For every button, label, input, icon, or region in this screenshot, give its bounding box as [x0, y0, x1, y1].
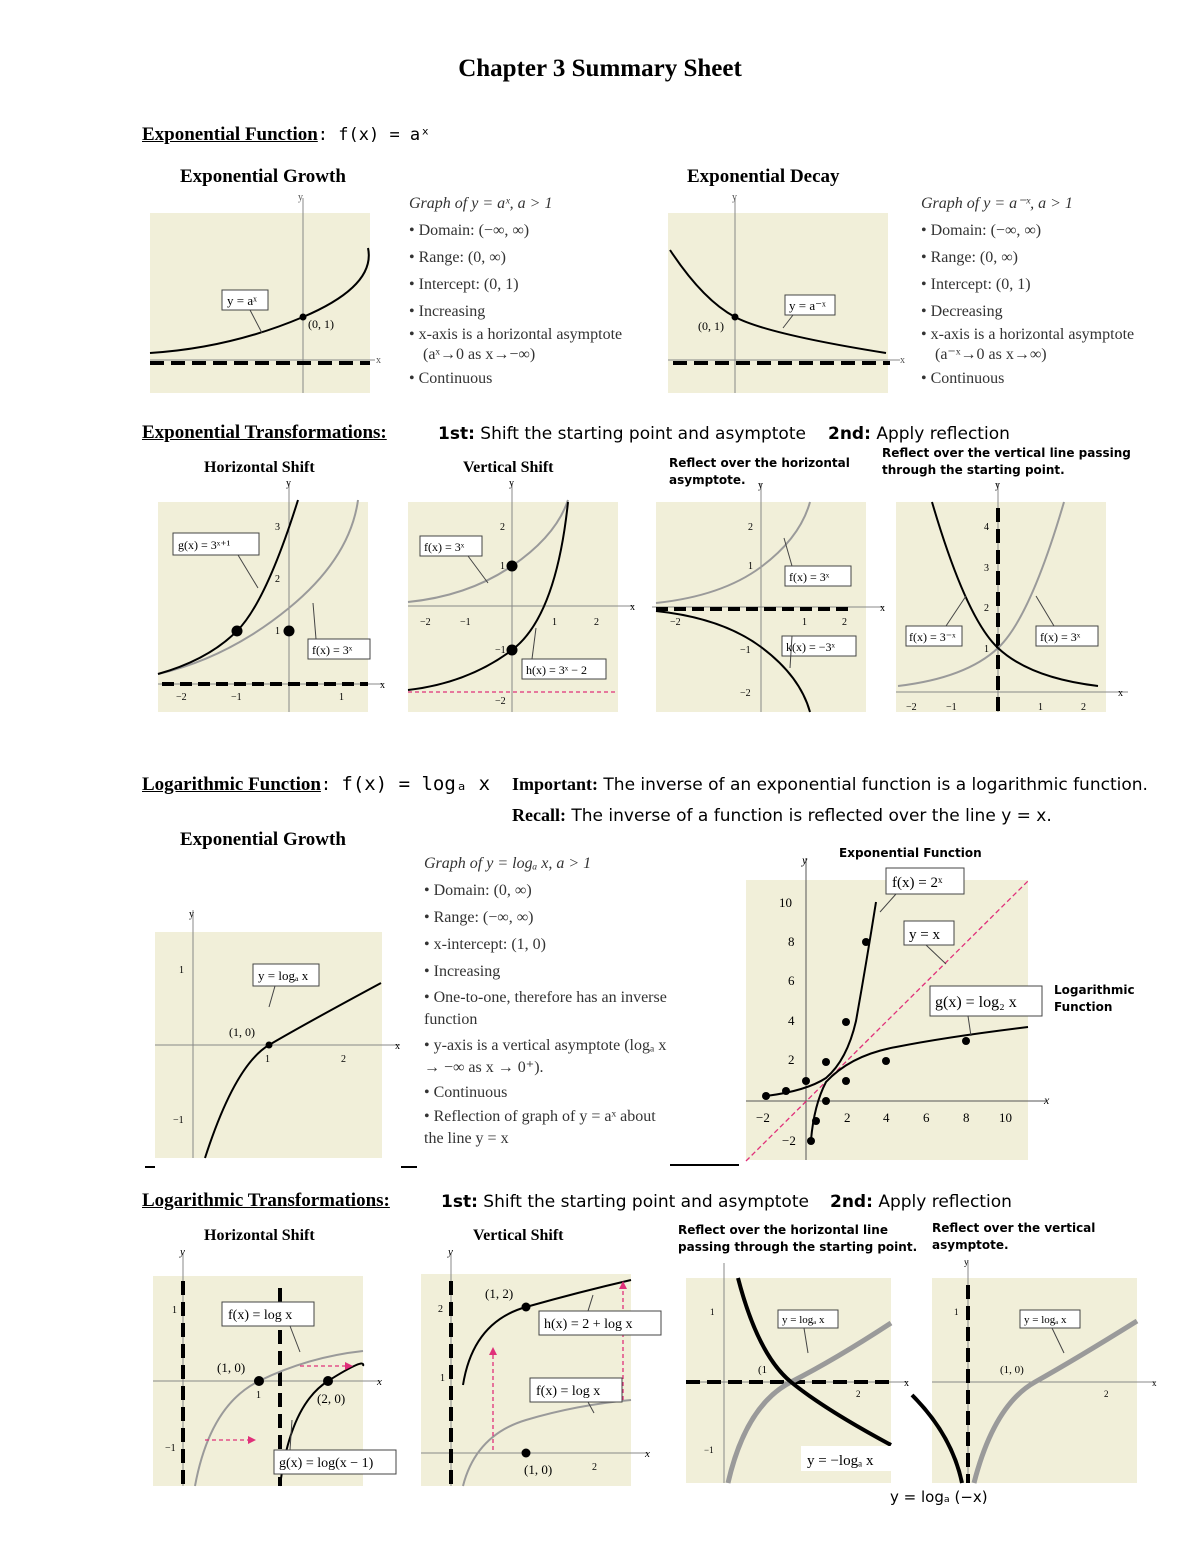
- property: • Intercept: (0, 1): [921, 271, 1191, 298]
- svg-text:2: 2: [748, 522, 753, 533]
- exp-decay-heading: Exponential Decay: [687, 166, 840, 187]
- page-title: Chapter 3 Summary Sheet: [458, 55, 742, 82]
- svg-text:1: 1: [179, 965, 184, 976]
- svg-text:2: 2: [1081, 702, 1086, 713]
- svg-text:2: 2: [592, 1462, 597, 1473]
- exp-function-heading: Exponential Function: [142, 124, 318, 145]
- svg-text:x: x: [395, 1041, 400, 1052]
- log-point-label: (1, 0): [229, 1025, 255, 1039]
- neg-x-log-label: y = logₐ (−x): [890, 1488, 988, 1506]
- svg-text:6: 6: [923, 1110, 930, 1125]
- exp-decay-properties: [921, 190, 1191, 392]
- svg-text:−1: −1: [231, 692, 242, 703]
- svg-text:3: 3: [275, 522, 280, 533]
- svg-text:4: 4: [984, 522, 989, 533]
- exp-transformations-heading: Exponential Transformations:: [142, 422, 387, 443]
- property: • Domain: (−∞, ∞): [921, 217, 1191, 244]
- svg-text:(1: (1: [758, 1364, 768, 1376]
- f-label: f(x) = 3ˣ: [312, 643, 353, 657]
- exp-growth-heading: Exponential Growth: [180, 166, 346, 187]
- f-label: f(x) = 3ˣ: [1040, 630, 1081, 644]
- svg-text:2: 2: [844, 1110, 851, 1125]
- exp-hshift-graph: [158, 478, 390, 713]
- svg-text:2: 2: [842, 617, 847, 628]
- g-label: g(x) = log(x − 1): [279, 1456, 374, 1471]
- h-label: h(x) = 2 + log x: [544, 1317, 633, 1332]
- svg-text:y: y: [802, 853, 808, 867]
- svg-text:1: 1: [984, 644, 989, 655]
- property: • x-axis is a horizontal asymptote: [921, 325, 1191, 345]
- point-label: (2, 0): [317, 1391, 346, 1406]
- svg-text:x: x: [377, 1376, 382, 1388]
- exp-transformations-row: [142, 422, 387, 444]
- svg-text:1: 1: [339, 692, 344, 703]
- svg-text:−2: −2: [906, 702, 917, 713]
- property: • Intercept: (0, 1): [409, 271, 669, 298]
- exp-growth-caption: Graph of y = aˣ, a > 1: [409, 195, 553, 212]
- svg-text:2: 2: [500, 522, 505, 533]
- exp-hreflect-heading: Reflect over the horizontal asymptote.: [669, 456, 850, 487]
- log-trans-step1: [441, 1192, 809, 1212]
- log-vshift-heading: Vertical Shift: [473, 1227, 564, 1244]
- svg-text:1: 1: [1038, 702, 1043, 713]
- log-vreflect-graph: [902, 1255, 1162, 1485]
- log-transformations-heading: Logarithmic Transformations:: [142, 1190, 390, 1211]
- exp-function-note: Exponential Function: [839, 846, 982, 860]
- svg-text:x: x: [376, 355, 381, 366]
- exp-hreflect-graph: [652, 478, 892, 713]
- svg-text:2: 2: [788, 1052, 795, 1067]
- exp-vreflect-heading: Reflect over the vertical line passing through the starting point.: [882, 446, 1131, 477]
- note-text: The inverse of an exponential function is a logarithmic function.: [603, 775, 1148, 795]
- asymptote-note: (aˣ→0 as x→−∞): [423, 346, 536, 363]
- svg-text:1: 1: [748, 561, 753, 572]
- svg-text:4: 4: [788, 1013, 795, 1028]
- point-label: (1, 0): [524, 1462, 553, 1477]
- svg-text:−2: −2: [756, 1110, 770, 1125]
- log-vreflect-heading: Reflect over the vertical asymptote.: [932, 1221, 1096, 1252]
- log-properties: [424, 850, 669, 1150]
- step-label: 1st:: [438, 424, 475, 444]
- exp-function-heading-row: Exponential Function: f(x) = aˣ: [142, 124, 431, 145]
- svg-text:1: 1: [552, 617, 557, 628]
- f-label: f(x) = 3ˣ: [424, 540, 465, 554]
- g-label: g(x) = log₂ x: [935, 994, 1017, 1011]
- log-function-heading: Logarithmic Function: [142, 774, 321, 795]
- point-label: (1, 0): [1000, 1364, 1024, 1376]
- step-text: Shift the starting point and asymptote: [480, 424, 806, 444]
- svg-text:10: 10: [779, 895, 792, 910]
- svg-text:2: 2: [438, 1304, 443, 1315]
- g-label: g(x) = 3ˣ⁺¹: [178, 538, 231, 552]
- svg-text:y: y: [995, 480, 1000, 491]
- svg-text:2: 2: [856, 1389, 861, 1399]
- svg-text:−1: −1: [165, 1443, 176, 1454]
- log-vshift-graph: [418, 1245, 668, 1490]
- svg-text:4: 4: [883, 1110, 890, 1125]
- step-text: Apply reflection: [876, 424, 1010, 444]
- log-trans-step2: [830, 1192, 1012, 1212]
- exp-growth-properties: [409, 190, 669, 392]
- svg-text:−2: −2: [495, 696, 506, 707]
- svg-text:1: 1: [440, 1373, 445, 1384]
- svg-text:y: y: [298, 192, 303, 203]
- f-label: f(x) = log x: [536, 1384, 601, 1399]
- log-curve-label: y = logₐ x: [258, 968, 309, 983]
- property: • y-axis is a vertical asymptote (logₐ x → −∞ as x → 0⁺).: [424, 1031, 669, 1079]
- exp-trans-step2: [828, 424, 1010, 444]
- exp-decay-point-label: (0, 1): [698, 319, 724, 333]
- property: • Range: (0, ∞): [921, 244, 1191, 271]
- exp-vshift-heading: Vertical Shift: [463, 459, 554, 476]
- exp-function-formula: f(x) = aˣ: [338, 125, 431, 145]
- svg-text:x: x: [630, 602, 635, 613]
- svg-text:x: x: [880, 603, 885, 614]
- svg-text:2: 2: [1104, 1389, 1109, 1399]
- svg-text:−1: −1: [946, 702, 957, 713]
- step-label: 1st:: [441, 1192, 478, 1212]
- svg-text:−2: −2: [782, 1133, 796, 1148]
- exp-growth-curve-label: y = aˣ: [227, 293, 257, 308]
- svg-text:y: y: [286, 478, 291, 489]
- svg-text:x: x: [900, 355, 905, 366]
- property: • One-to-one, therefore has an inverse function: [424, 985, 669, 1031]
- f-label: f(x) = 2ˣ: [892, 875, 943, 891]
- inverse-graph: [746, 850, 1056, 1170]
- svg-text:8: 8: [788, 934, 795, 949]
- log-transformations-row: [142, 1190, 390, 1212]
- svg-text:2: 2: [275, 574, 280, 585]
- point-label: (1, 2): [485, 1286, 514, 1301]
- svg-text:y: y: [448, 1246, 453, 1258]
- svg-text:−1: −1: [740, 645, 751, 656]
- svg-text:1: 1: [172, 1305, 177, 1316]
- step-text: Apply reflection: [878, 1192, 1012, 1212]
- svg-text:10: 10: [999, 1110, 1012, 1125]
- note-label: Recall:: [512, 805, 566, 825]
- exp-growth-point-label: (0, 1): [308, 317, 334, 331]
- neg-log-label: y = −logₐ x: [807, 1453, 874, 1469]
- svg-text:2: 2: [341, 1054, 346, 1065]
- log-label: y = logₐ x: [1024, 1314, 1067, 1326]
- property: • Reflection of graph of y = aˣ about the line y = x: [424, 1106, 669, 1150]
- note-text: The inverse of a function is reflected over the line y = x.: [571, 806, 1052, 826]
- svg-text:x: x: [380, 680, 385, 691]
- svg-text:1: 1: [710, 1307, 715, 1317]
- f-neg-label: f(x) = 3⁻ˣ: [909, 630, 956, 644]
- yx-label: y = x: [909, 927, 940, 943]
- asymptote-note: (a⁻ˣ→0 as x→∞): [935, 346, 1047, 363]
- svg-text:−1: −1: [704, 1445, 714, 1455]
- svg-text:1: 1: [500, 561, 505, 572]
- svg-text:8: 8: [963, 1110, 970, 1125]
- svg-text:−2: −2: [420, 617, 431, 628]
- property: • x-intercept: (1, 0): [424, 931, 669, 958]
- svg-text:y: y: [964, 1257, 969, 1267]
- exp-decay-caption: Graph of y = a⁻ˣ, a > 1: [921, 195, 1073, 212]
- svg-text:x: x: [645, 1448, 650, 1460]
- svg-text:3: 3: [984, 563, 989, 574]
- svg-text:−1: −1: [495, 645, 506, 656]
- svg-text:2: 2: [984, 603, 989, 614]
- log-hreflect-graph: [686, 1255, 911, 1485]
- svg-text:−2: −2: [740, 688, 751, 699]
- log-function-heading-row: Logarithmic Function: f(x) = logₐ x: [142, 773, 491, 795]
- svg-text:−1: −1: [460, 617, 471, 628]
- svg-text:2: 2: [594, 617, 599, 628]
- exp-hshift-heading: Horizontal Shift: [204, 459, 315, 476]
- svg-text:y: y: [732, 192, 737, 203]
- svg-text:y: y: [509, 478, 514, 489]
- svg-text:1: 1: [256, 1390, 261, 1401]
- svg-text:1: 1: [265, 1054, 270, 1065]
- log-hreflect-heading: Reflect over the horizontal line passing through the starting point.: [678, 1223, 918, 1254]
- log-function-note: Logarithmic Function: [1054, 983, 1135, 1014]
- important-note: [512, 774, 1148, 795]
- property: • Continuous: [409, 365, 669, 392]
- log-growth-heading: Exponential Growth: [180, 829, 346, 850]
- property: • Domain: (−∞, ∞): [409, 217, 669, 244]
- exp-vshift-graph: [408, 478, 640, 713]
- svg-text:y: y: [758, 480, 763, 491]
- property: • Range: (0, ∞): [409, 244, 669, 271]
- svg-text:x: x: [1044, 1093, 1050, 1107]
- step-label: 2nd:: [830, 1192, 873, 1212]
- svg-text:1: 1: [954, 1307, 959, 1317]
- step-label: 2nd:: [828, 424, 871, 444]
- property: • Continuous: [921, 365, 1191, 392]
- svg-text:1: 1: [275, 626, 280, 637]
- svg-text:−2: −2: [176, 692, 187, 703]
- svg-text:−2: −2: [670, 617, 681, 628]
- svg-text:x: x: [904, 1378, 909, 1389]
- log-caption: Graph of y = logₐ x, a > 1: [424, 855, 592, 872]
- k-label: k(x) = −3ˣ: [786, 640, 835, 654]
- svg-text:1: 1: [802, 617, 807, 628]
- svg-text:x: x: [1152, 1378, 1157, 1388]
- property: • Continuous: [424, 1079, 669, 1106]
- log-label: y = logₐ x: [782, 1314, 825, 1326]
- point-label: (1, 0): [217, 1360, 246, 1375]
- exp-decay-graph: [668, 190, 908, 395]
- svg-text:6: 6: [788, 973, 795, 988]
- property: • Range: (−∞, ∞): [424, 904, 669, 931]
- exp-trans-step1: [438, 424, 806, 444]
- f-label: f(x) = log x: [228, 1308, 293, 1323]
- log-growth-graph: [145, 905, 410, 1170]
- exp-growth-graph: [150, 190, 380, 395]
- f-label: f(x) = 3ˣ: [789, 570, 830, 584]
- svg-text:x: x: [1118, 688, 1123, 699]
- exp-vreflect-graph: [896, 478, 1136, 713]
- step-text: Shift the starting point and asymptote: [483, 1192, 809, 1212]
- property: • Increasing: [409, 298, 669, 325]
- log-hshift-heading: Horizontal Shift: [204, 1227, 315, 1244]
- log-function-formula: f(x) = logₐ x: [341, 773, 491, 795]
- svg-text:y: y: [180, 1246, 185, 1258]
- property: • Increasing: [424, 958, 669, 985]
- h-label: h(x) = 3ˣ − 2: [526, 663, 587, 677]
- svg-text:y: y: [189, 909, 194, 920]
- exp-decay-curve-label: y = a⁻ˣ: [789, 298, 826, 313]
- note-label: Important:: [512, 774, 598, 794]
- log-hshift-graph: [150, 1245, 400, 1490]
- property: • Domain: (0, ∞): [424, 877, 669, 904]
- property: • x-axis is a horizontal asymptote: [409, 325, 669, 345]
- svg-text:−1: −1: [173, 1115, 184, 1126]
- property: • Decreasing: [921, 298, 1191, 325]
- recall-note: [512, 805, 1052, 826]
